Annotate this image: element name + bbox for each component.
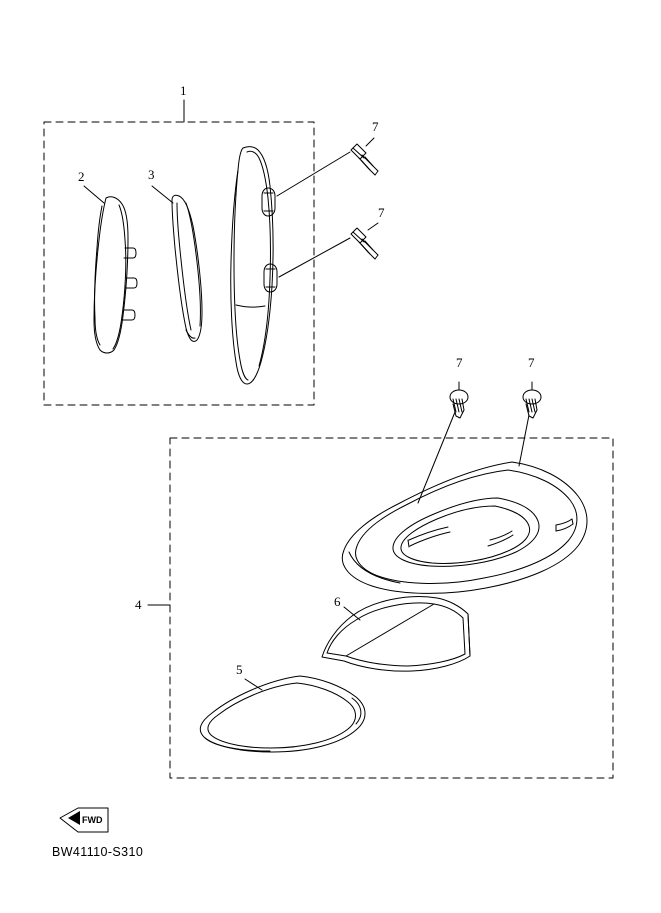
part-2-shape	[84, 186, 137, 353]
part-code-label: BW41110-S310	[52, 845, 144, 859]
callout-7-upper-1: 7	[372, 119, 379, 134]
callout-6: 6	[334, 594, 341, 609]
callout-1: 1	[180, 83, 187, 98]
part-5-shape	[200, 676, 365, 752]
callout-3: 3	[148, 167, 155, 182]
callout-5-leader	[245, 679, 262, 690]
screw-7c	[418, 382, 468, 503]
group-4-dashed-border	[170, 438, 613, 778]
fwd-label: FWD	[82, 815, 103, 825]
callout-7a-leader	[366, 138, 374, 146]
screw-7c-leader	[418, 412, 455, 503]
part-4-shape	[342, 462, 587, 593]
callout-6-leader	[344, 607, 360, 620]
part-3-shape	[152, 186, 202, 342]
screw-7a	[277, 138, 378, 196]
screw-7d-leader	[519, 415, 529, 466]
screw-7b	[279, 223, 378, 277]
callout-4: 4	[135, 597, 142, 612]
callout-5: 5	[236, 662, 243, 677]
group-1-dashed-border	[44, 122, 314, 405]
callout-7-lower-1: 7	[456, 355, 463, 370]
screw-7b-leader	[279, 238, 350, 277]
callout-2-leader	[84, 186, 104, 203]
part-1-shape	[231, 147, 277, 384]
callout-2: 2	[78, 169, 85, 184]
callout-7b-leader	[368, 223, 378, 230]
callout-3-leader	[152, 186, 173, 203]
callout-7-upper-2: 7	[378, 205, 385, 220]
callout-7-lower-2: 7	[528, 355, 535, 370]
screw-7d	[519, 382, 541, 466]
